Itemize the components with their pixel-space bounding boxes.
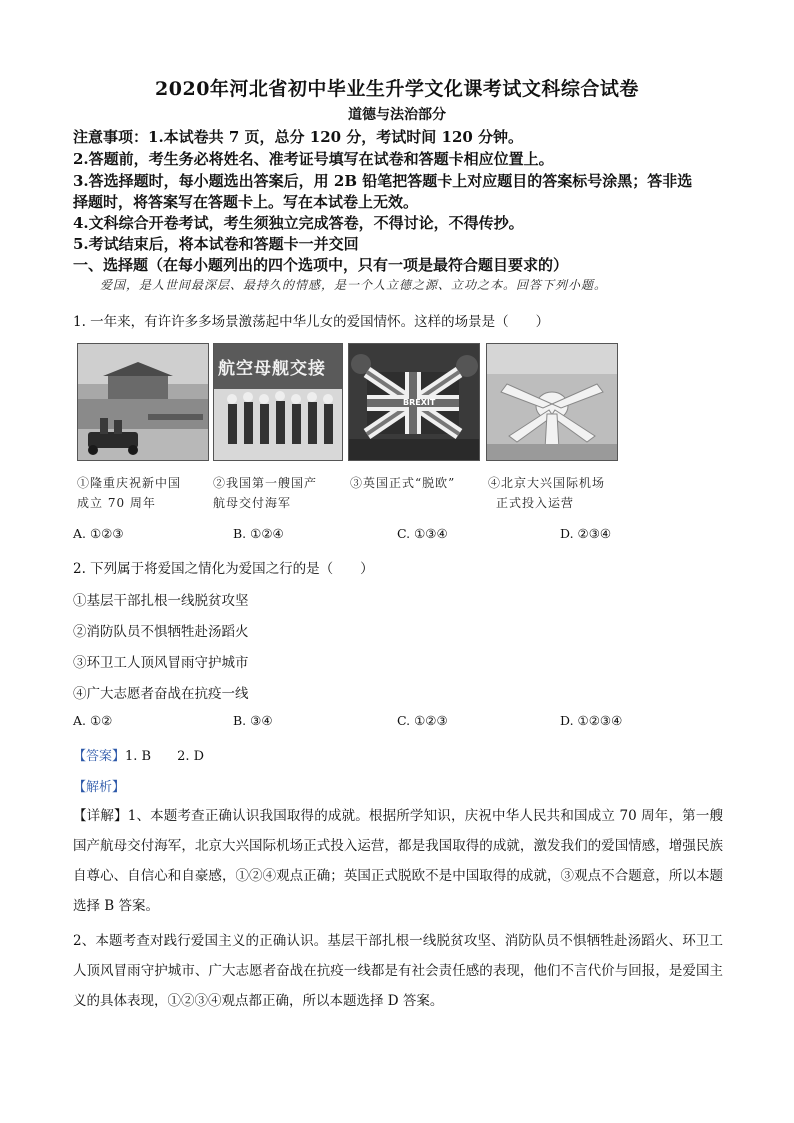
answer-line — [73, 745, 204, 764]
carrier-sign-text: 航空母舰交接 — [218, 359, 326, 379]
section-heading: 一、选择题（在每小题列出的四个选项中，只有一项是最符合题目要求的） — [73, 256, 569, 274]
intro-text: 爱国，是人世间最深层、最持久的情感，是一个人立德之源、立功之本。回答下列小题。 — [100, 278, 608, 292]
photo-daxing-airport — [486, 343, 618, 461]
note-line-4: 择题时，将答案写在答题卡上。写在本试卷上无效。 — [73, 193, 419, 211]
note-line-1: 注意事项：1.本试卷共 7 页，总分 120 分，考试时间 120 分钟。 — [73, 128, 524, 146]
q2-item-4: ④广大志愿者奋战在抗疫一线 — [73, 686, 249, 702]
detail-paragraph-2: 2、本题考查对践行爱国主义的正确认识。基层干部扎根一线脱贫攻坚、消防队员不惧牺牲赴汤蹈火、环卫工人顶风冒雨守护城市、广大志愿者奋战在抗疫一线都是有社会责任感的表现，他们不言代价与回报，是爱国主义的具体表现，①②③④观点都正确，所以本题选择 D 答案。 — [73, 933, 723, 1009]
detail-paragraph-1 — [73, 801, 723, 921]
note-line-5: 4.文科综合开卷考试，考生须独立完成答卷，不得讨论，不得传抄。 — [73, 214, 524, 232]
caption-4-line-2: 正式投入运营 — [496, 496, 575, 510]
photo-brexit — [348, 343, 480, 461]
q1-option-d: D. ②③④ — [560, 526, 612, 541]
q2-option-b: B. ③④ — [233, 713, 273, 728]
q1-option-b: B. ①②④ — [233, 526, 284, 541]
exam-title: 2020年河北省初中毕业生升学文化课考试文科综合试卷 — [155, 78, 639, 100]
caption-2-line-2: 航母交付海军 — [213, 496, 292, 510]
q1-option-c: C. ①③④ — [397, 526, 448, 541]
exam-subtitle: 道德与法治部分 — [348, 107, 446, 123]
caption-1-line-2: 成立 70 周年 — [77, 496, 156, 510]
q2-item-3: ③环卫工人顶风冒雨守护城市 — [73, 655, 249, 671]
caption-2-line-1: ②我国第一艘国产 — [213, 476, 318, 490]
detail-label: 【详解】 — [73, 808, 128, 824]
answer-label: 【答案】 — [73, 749, 126, 764]
note-line-3: 3.答选择题时，每小题选出答案后，用 2B 铅笔把答题卡上对应题目的答案标号涂黑；答非选 — [73, 172, 693, 190]
q1-option-a: A. ①②③ — [73, 526, 124, 541]
q2-item-2: ②消防队员不惧牺牲赴汤蹈火 — [73, 624, 249, 640]
caption-1-line-1: ①隆重庆祝新中国 — [77, 476, 182, 490]
q1-stem: 1. 一年来，有许许多多场景激荡起中华儿女的爱国情怀。这样的场景是（ ） — [73, 314, 550, 330]
brexit-sign-text: BREXIT — [403, 398, 436, 407]
analysis-label: 【解析】 — [73, 780, 126, 795]
q2-option-a: A. ①② — [73, 713, 113, 728]
photo-carrier-handover — [213, 343, 343, 461]
caption-4-line-1: ④北京大兴国际机场 — [488, 476, 606, 490]
note-line-2: 2.答题前，考生务必将姓名、准考证号填写在试卷和答题卡相应位置上。 — [73, 150, 554, 168]
photo-parade — [77, 343, 209, 461]
q2-option-c: C. ①②③ — [397, 713, 448, 728]
q2-stem: 2. 下列属于将爱国之情化为爱国之行的是（ ） — [73, 561, 374, 577]
q2-option-d: D. ①②③④ — [560, 713, 623, 728]
note-line-6: 5.考试结束后，将本试卷和答题卡一并交回 — [73, 235, 359, 253]
answer-text: 1. B 2. D — [125, 749, 205, 764]
detail-text-1: 1、本题考查正确认识我国取得的成就。根据所学知识，庆祝中华人民共和国成立 70 周年，第一艘国产航母交付海军，北京大兴国际机场正式投入运营，都是我国取得的成就，激发我们的爱国情感，增强民族自尊心、自信心和自豪感，①②④观点正确；英国正式脱欧不是中国取得的成就，③观点不合题意，所以本题选择 B 答案。 — [73, 808, 723, 914]
q2-item-1: ①基层干部扎根一线脱贫攻坚 — [73, 593, 249, 609]
caption-3-line-1: ③英国正式“脱欧” — [350, 476, 456, 490]
